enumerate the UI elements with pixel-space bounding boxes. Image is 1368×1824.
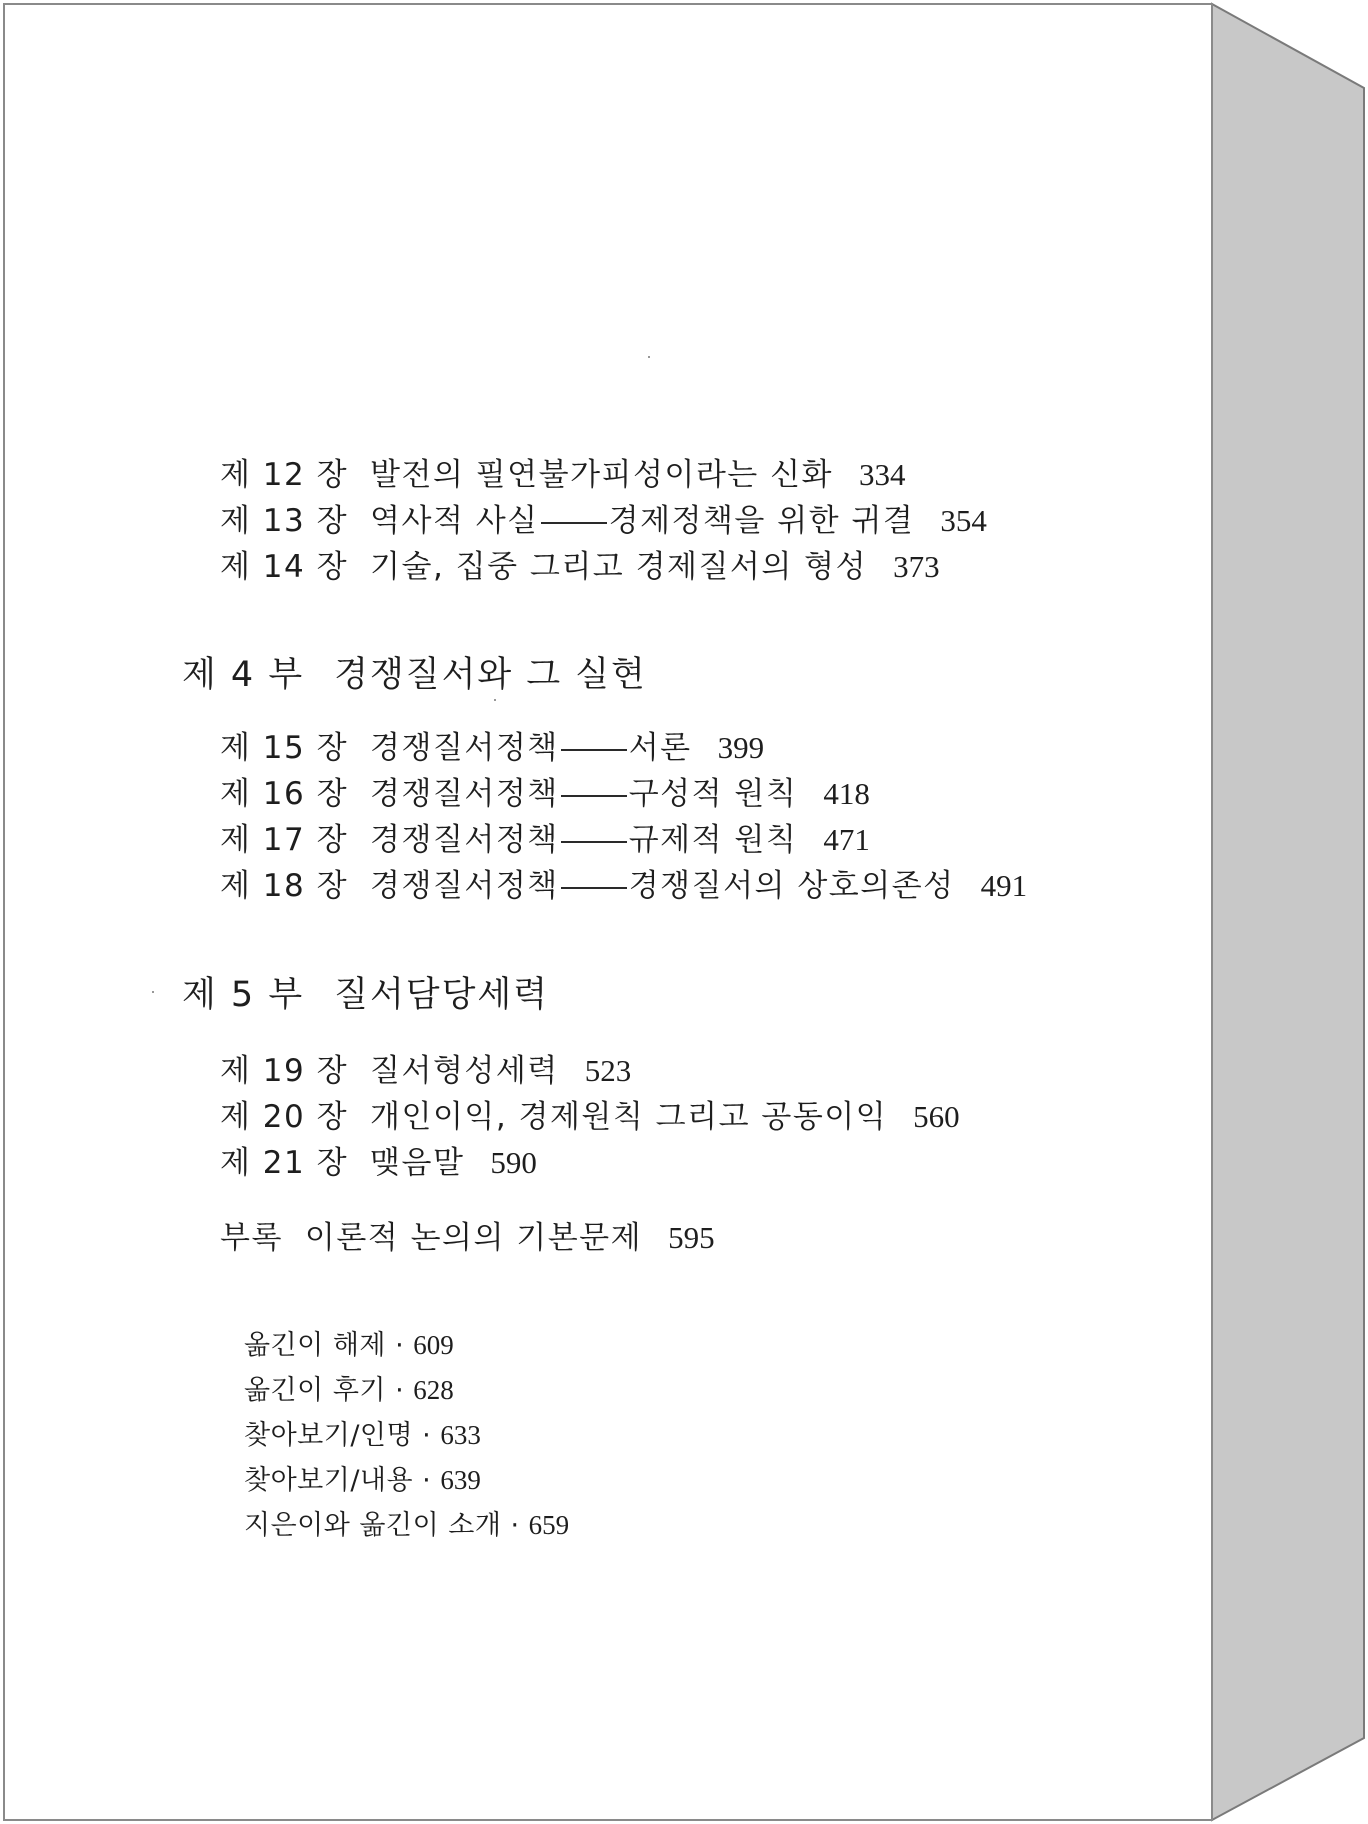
book-side-edge (1212, 4, 1364, 1820)
chapter-label: 제 18 장 (220, 868, 349, 904)
em-dash-rule (561, 887, 627, 889)
page-number: 609 (413, 1330, 454, 1360)
part-label: 제 4 부 (182, 655, 305, 695)
toc-page (4, 4, 1209, 1819)
backmatter-title: 옮긴이 후기 (244, 1375, 386, 1406)
chapter-title: 경쟁질서정책 (370, 822, 559, 858)
backmatter-title: 옮긴이 해제 (244, 1330, 386, 1361)
chapter-label: 제 16 장 (220, 776, 349, 812)
chapter-label: 제 14 장 (220, 549, 349, 585)
toc-entry-chapter-15[interactable] (220, 722, 764, 767)
page-number: 491 (980, 868, 1028, 903)
chapter-title: 기술, 집중 그리고 경제질서의 형성 (370, 549, 868, 585)
chapter-label: 제 12 장 (220, 457, 349, 493)
toc-entry-chapter-14[interactable] (220, 541, 940, 586)
chapter-subtitle: 서론 (628, 730, 692, 766)
page-number: 471 (823, 822, 870, 857)
chapter-label: 제 20 장 (220, 1099, 349, 1135)
chapter-title: 개인이익, 경제원칙 그리고 공동이익 (370, 1099, 888, 1135)
toc-part-4-heading[interactable] (182, 647, 647, 697)
page-number: 560 (913, 1099, 960, 1134)
toc-backmatter-item[interactable]: 지은이와 옮긴이 소개 · 659 (244, 1510, 570, 1541)
appendix-title: 이론적 논의의 기본문제 (304, 1220, 643, 1256)
print-speck (494, 699, 496, 701)
toc-entry-chapter-12[interactable] (220, 449, 906, 494)
toc-backmatter-item[interactable]: 옮긴이 해제 · 609 (244, 1330, 454, 1361)
toc-entry-chapter-21[interactable] (220, 1137, 537, 1182)
backmatter-title: 찾아보기/내용 (244, 1465, 414, 1496)
em-dash-rule (561, 749, 627, 751)
print-speck (648, 356, 650, 358)
page-number: 595 (668, 1220, 715, 1255)
chapter-title: 경쟁질서정책 (370, 776, 559, 812)
chapter-title: 맺음말 (370, 1145, 465, 1181)
page-number: 628 (413, 1375, 454, 1405)
print-speck (152, 991, 154, 993)
em-dash-rule (541, 522, 607, 524)
page-number: 639 (440, 1465, 481, 1495)
toc-entry-chapter-17[interactable] (220, 814, 870, 859)
chapter-title: 질서형성세력 (370, 1053, 559, 1089)
toc-entry-chapter-16[interactable] (220, 768, 870, 813)
page-number: 523 (584, 1053, 632, 1088)
chapter-title: 발전의 필연불가피성이라는 신화 (370, 457, 833, 493)
toc-entry-appendix[interactable] (220, 1212, 715, 1257)
toc-backmatter-item[interactable]: 옮긴이 후기 · 628 (244, 1375, 454, 1406)
toc-part-5-heading[interactable] (182, 967, 549, 1017)
page-number: 633 (440, 1420, 481, 1450)
page-number: 354 (940, 503, 987, 538)
toc-entry-chapter-18[interactable] (220, 860, 1027, 905)
appendix-label: 부록 (220, 1220, 283, 1256)
chapter-title: 역사적 사실 (370, 503, 539, 539)
toc-backmatter-item[interactable]: 찾아보기/인명 · 633 (244, 1420, 481, 1451)
chapter-subtitle: 구성적 원칙 (628, 776, 798, 812)
page-number: 590 (490, 1145, 537, 1180)
em-dash-rule (561, 795, 627, 797)
part-title: 질서담당세력 (334, 975, 550, 1015)
chapter-subtitle: 경쟁질서의 상호의존성 (628, 868, 955, 904)
toc-entry-chapter-13[interactable] (220, 495, 987, 540)
part-title: 경쟁질서와 그 실현 (334, 655, 647, 695)
chapter-label: 제 19 장 (220, 1053, 349, 1089)
toc-backmatter-item[interactable]: 찾아보기/내용 · 639 (244, 1465, 481, 1496)
part-label: 제 5 부 (182, 975, 305, 1015)
toc-entry-chapter-20[interactable] (220, 1091, 960, 1136)
chapter-subtitle: 경제정책을 위한 귀결 (608, 503, 915, 539)
backmatter-title: 지은이와 옮긴이 소개 (244, 1510, 502, 1541)
em-dash-rule (561, 841, 627, 843)
page-number: 373 (893, 549, 940, 584)
backmatter-title: 찾아보기/인명 (244, 1420, 414, 1451)
chapter-label: 제 21 장 (220, 1145, 349, 1181)
page-number: 334 (859, 457, 906, 492)
chapter-label: 제 13 장 (220, 503, 349, 539)
page-number: 418 (823, 776, 870, 811)
page-number: 659 (528, 1510, 570, 1540)
chapter-title: 경쟁질서정책 (370, 868, 559, 904)
chapter-label: 제 15 장 (220, 730, 349, 766)
toc-entry-chapter-19[interactable] (220, 1045, 631, 1090)
page-number: 399 (717, 730, 765, 765)
chapter-title: 경쟁질서정책 (370, 730, 559, 766)
chapter-subtitle: 규제적 원칙 (628, 822, 798, 858)
chapter-label: 제 17 장 (220, 822, 349, 858)
